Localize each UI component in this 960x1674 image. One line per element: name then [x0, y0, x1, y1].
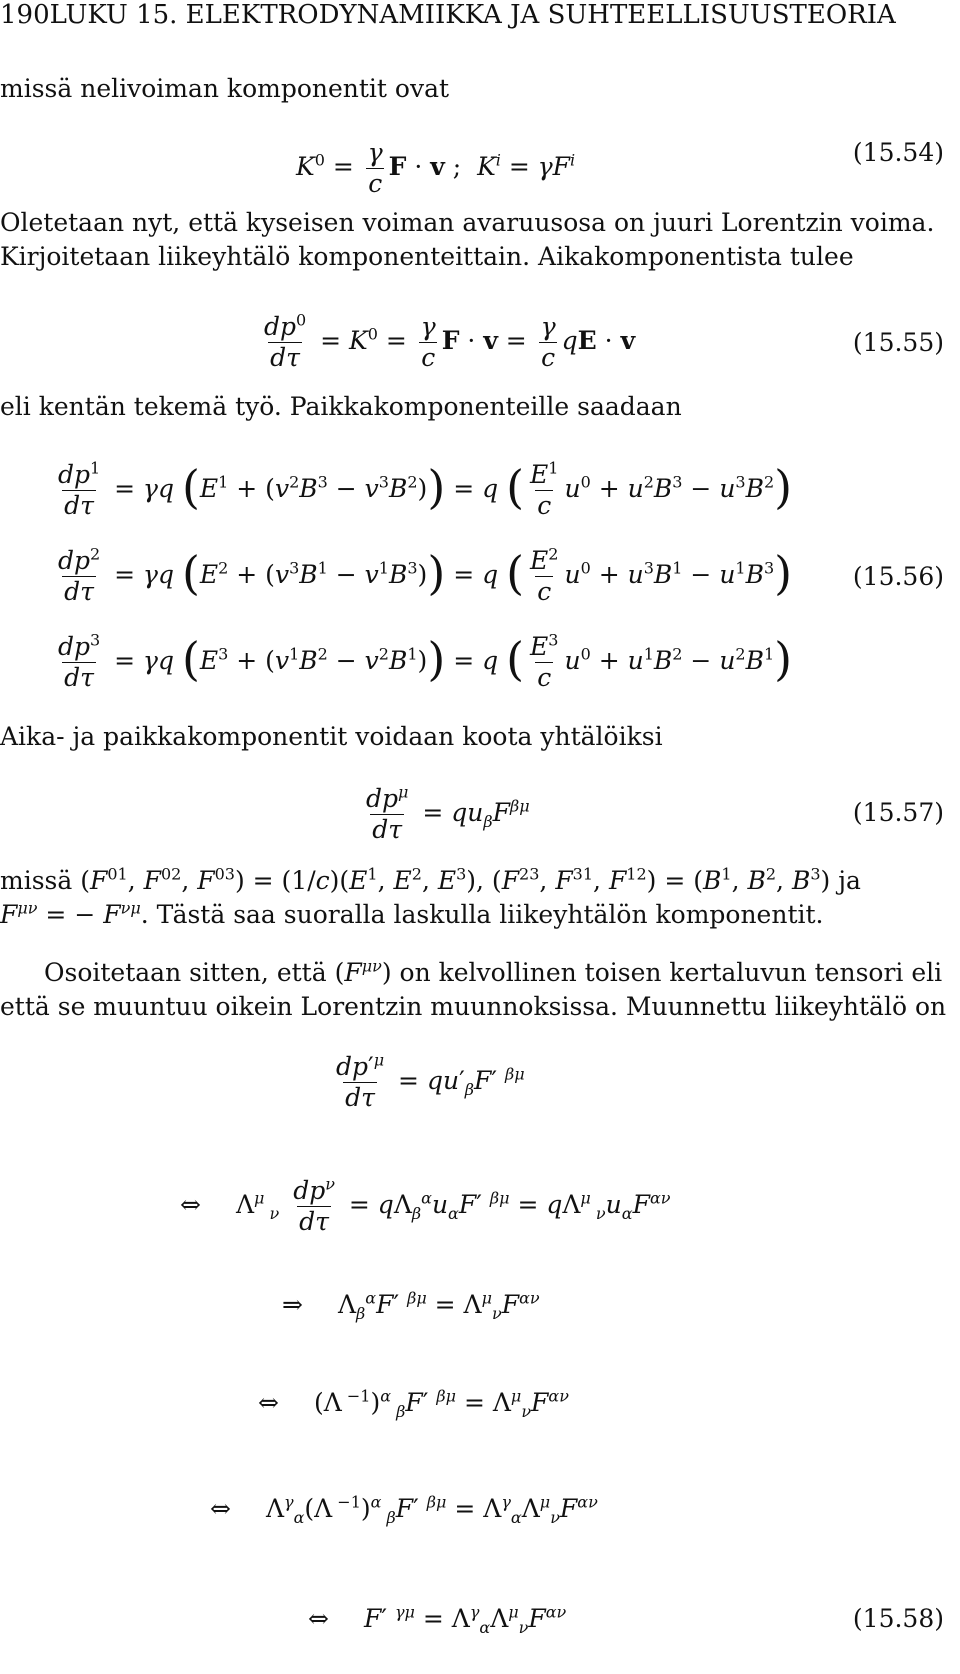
paragraph-5a-ja: ja	[838, 866, 861, 895]
equation-step-1: ⇔ $\Lambda^\mu$ $_\nu$ $\frac{dp^\nu}{d\tau}$ = $q\Lambda_\beta^\alpha u_\alpha F'$ $^{\beta\mu} = q\Lambda^\mu$ $_\nu u_\alpha F^{\alpha\nu}$	[180, 1174, 671, 1236]
paragraph-6a: Osoitetaan sitten, että $(F^{\mu\nu})$ on kelvollinen toisen kertaluvun tensori eli	[44, 956, 943, 987]
paragraph-3: eli kentän tekemä työ. Paikkakomponenteille saadaan	[0, 392, 682, 421]
equation-15-56-row-2: $\frac{dp^2}{d\tau}$ = γq $(E^2 + (v^3B^1 - v^1B^3)) = q$ ( $\frac{E^2}{c}$ $u^0 + u^3B^1 - u^1B^3$)	[58, 544, 793, 606]
paragraph-1: missä nelivoiman komponentit ovat	[0, 74, 450, 103]
paragraph-6a-text: Osoitetaan sitten, että	[44, 958, 327, 987]
equation-number: (15.55)	[852, 328, 944, 357]
page-header	[0, 0, 896, 30]
iff-arrow-icon: ⇔	[180, 1190, 201, 1219]
equation-step-2: ⇒ $\Lambda_\beta^\alpha F'$ $^{\beta\mu} = \Lambda^\mu_\nu F^{\alpha\nu}$	[282, 1288, 540, 1323]
paragraph-5a-prefix: missä	[0, 866, 73, 895]
paragraph-5b-suffix: . Tästä saa suoralla laskulla liikeyhtälön komponentit.	[140, 900, 824, 929]
page-number: 190	[0, 0, 50, 30]
equation-15-56-row-1: $\frac{dp^1}{d\tau}$ = γq $(E^1 + (v^2B^3 - v^3B^2)) = q$ ( $\frac{E^1}{c}$ $u^0 + u^2B^3 - u^3B^2$)	[58, 458, 793, 520]
iff-arrow-icon: ⇔	[258, 1388, 279, 1417]
implies-arrow-icon: ⇒	[282, 1290, 303, 1319]
paragraph-6a-suffix: on kelvollinen toisen kertaluvun tensori eli	[399, 958, 943, 987]
iff-arrow-icon: ⇔	[210, 1494, 231, 1523]
equation-number: (15.54)	[852, 138, 944, 167]
equation-15-58: ⇔ F′ $^{\gamma\mu} = \Lambda^\gamma_\alpha\Lambda^\mu_\nu F^{\alpha\nu}$	[308, 1602, 567, 1637]
equation-15-56-row-3: $\frac{dp^3}{d\tau}$ = γq $(E^3 + (v^1B^2 - v^2B^1)) = q$ ( $\frac{E^3}{c}$ $u^0 + u^1B^2 - u^2B^1$)	[58, 630, 793, 692]
equation-step-3: ⇔ (Λ $^{-1}$)$^\alpha$ $_\beta$F′ $^{\beta\mu} = \Lambda^\mu_\nu F^{\alpha\nu}$	[258, 1386, 569, 1421]
paragraph-6b: että se muuntuu oikein Lorentzin muunnoksissa. Muunnettu liikeyhtälö on	[0, 992, 947, 1021]
paragraph-2b: Kirjoitetaan liikeyhtälö komponenteittain. Aikakomponentista tulee	[0, 242, 854, 271]
equation-number: (15.58)	[852, 1604, 944, 1633]
paragraph-5b: $F^{\mu\nu}$ = − $F^{\nu\mu}$. Tästä saa suoralla laskulla liikeyhtälön komponentit.	[0, 898, 824, 929]
equation-15-57: $\frac{dp^\mu}{d\tau}$ = $qu_\beta F^{\beta\mu}$	[366, 782, 530, 844]
paragraph-5a: missä ($F^{01}$, $F^{02}$, $F^{03}) = (1/c)(E^1$, $E^2$, $E^3$), ($F^{23}$, $F^{31}$, $F^{12}) = (B^1$, $B^2$, $B^3$) ja	[0, 864, 861, 895]
equation-number: (15.57)	[852, 798, 944, 827]
equation-number: (15.56)	[852, 562, 944, 591]
equation-15-55: $\frac{dp^0}{d\tau}$ = $K^0$ = $\frac{\gamma}{c}$ F · v = $\frac{\gamma}{c}$ qE · v	[264, 310, 636, 372]
chapter-title: LUKU 15. ELEKTRODYNAMIIKKA JA SUHTEELLISUUSTEORIA	[49, 0, 896, 30]
equation-step-4: ⇔ $\Lambda^\gamma_\alpha(\Lambda$ $^{-1}$)$^\alpha$ $_\beta$F′ $^{\beta\mu} = \Lambda^\gamma_\alpha\Lambda^\mu_\nu F^{\alpha\nu}$	[210, 1492, 598, 1527]
paragraph-2a: Oletetaan nyt, että kyseisen voiman avaruusosa on juuri Lorentzin voima.	[0, 208, 935, 237]
paragraph-4: Aika- ja paikkakomponentit voidaan koota yhtälöiksi	[0, 722, 663, 751]
equation-15-54: $K^0$ = $\frac{\gamma}{c}$ F · v ; $K^i = \gamma F^i$	[296, 138, 576, 198]
iff-arrow-icon: ⇔	[308, 1604, 329, 1633]
equation-transformed: $\frac{dp'^\mu}{d\tau}$ = $qu'_\beta F'$ $^{\beta\mu}$	[336, 1050, 525, 1112]
